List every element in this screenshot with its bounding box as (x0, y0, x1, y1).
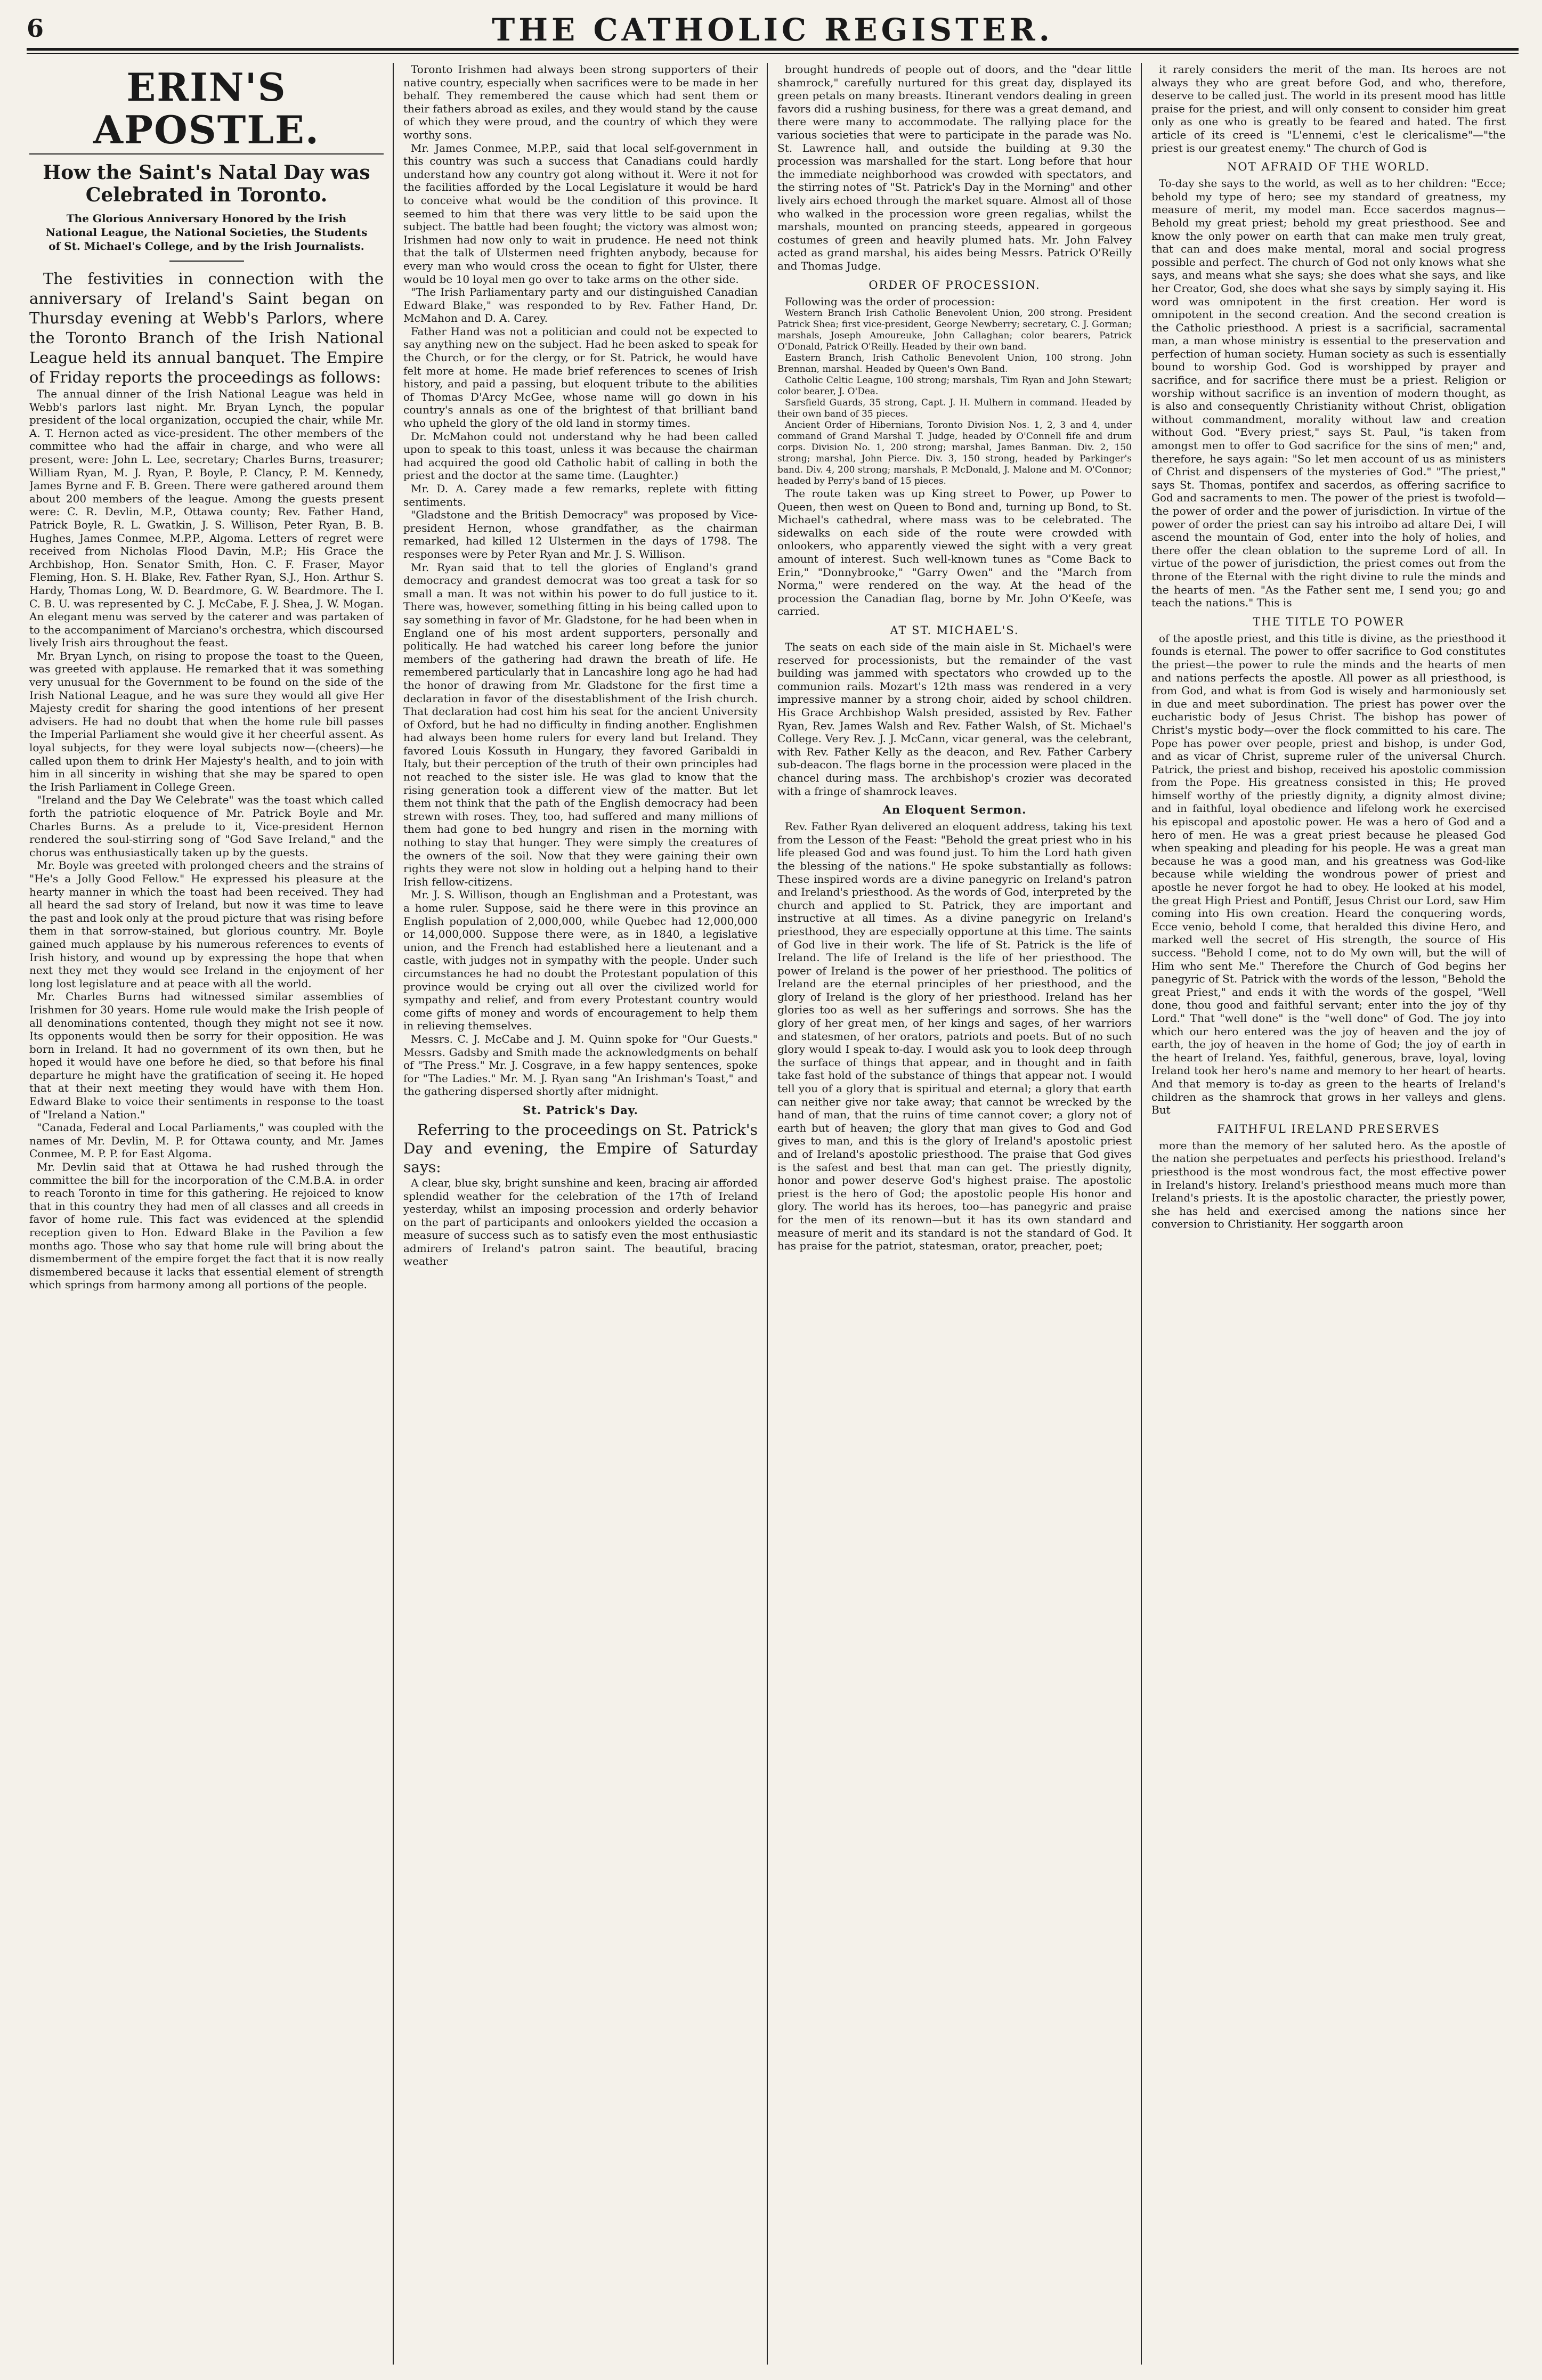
procession-item: Eastern Branch, Irish Catholic Benevolent Union, 100 strong. John Brennan, marshal. Headed by Queen's Own Band. (777, 353, 1132, 375)
paragraph: The route taken was up King street to Power, up Power to Queen, then west on Queen to Bond and, turning up Bond, to St. Michael's cathedral, where mass was to be celebrated. The sidewalks on each side of the route were crowded with onlookers, who apparently viewed the sight with a very great amount of interest. Such well-known tunes as "Come Back to Erin," "Donnybrooke," "Garry Owen" and the "March from Norma," were rendered on the way. At the head of the procession the Canadian flag, borne by Mr. John O'Keefe, was carried. (777, 487, 1132, 618)
newspaper-title: THE CATHOLIC REGISTER. (492, 12, 1053, 48)
deck: How the Saint's Natal Day was Celebrated in Toronto. (43, 161, 370, 206)
procession-item: Catholic Celtic League, 100 strong; marshals, Tim Ryan and John Stewart; color bearer, J. O'Dea. (777, 375, 1132, 397)
headline: ERIN'S APOSTLE. (29, 66, 384, 155)
column-rule (1141, 63, 1142, 2365)
column-rule (393, 63, 394, 2365)
article-body-col2 (403, 63, 758, 1098)
paragraph: "Canada, Federal and Local Parliaments," was coupled with the names of Mr. Devlin, M. P. for Ottawa county, and Mr. James Conmee, M. P. P. for East Algoma. (29, 1121, 384, 1160)
section-heading: NOT AFRAID OF THE WORLD. (1227, 160, 1430, 174)
paragraph: Mr. Ryan said that to tell the glories of England's grand democracy and grandest democrat was too great a task for so small a man. It was not within his power to do full justice to it. There was, however, something fitting in his being called upon to say something in favor of Mr. Gladstone, for he had been when in England one of his most ardent supporters, personally and politically. He had watched his career long before the junior members of the gathering had drawn the breath of life. He remembered particularly that in Lancashire long ago he had had the honor of drawing from Mr. Gladstone for the first time a declaration in favor of the disestablishment of the Irish church. That declaration had cost him his seat for the ancient University of Oxford, but he had no difficulty in finding another. Englishmen had always been home rulers for every land but Ireland. They favored Louis Kossuth in Hungary, they favored Garibaldi in Italy, but their perception of the truth of their own principles had not reached to the sister isle. He was glad to know that the rising generation took a different view of the matter. But let them not think that the path of the English democracy had been strewn with roses. They, too, had suffered and many millions of them had gone to bed hungry and risen in the morning with nothing to stay that hunger. They were simply the creatures of the owners of the soil. Now that they were gaining their own rights they were not slow in holding out a helping hand to their Irish fellow-citizens. (403, 561, 758, 888)
paragraph: it rarely considers the merit of the man. Its heroes are not always they who are great before God, and who, therefore, deserve to be called just. The world in its present mood has little praise for the priest, and will only consent to consider him great only as one who is greatly to be feared and hated. The first article of its creed is "L'ennemi, c'est le clericalisme"—"the priest is our greatest enemy." The church of God is (1151, 63, 1506, 155)
procession-item: Western Branch Irish Catholic Benevolent Union, 200 strong. President Patrick Shea; first vice-president, George Newberry; secretary, C. J. Gorman; marshals, Joseph Amoureuke, John Callaghan; color bearers, Patrick O'Donald, Patrick O'Reilly. Headed by their own band. (777, 308, 1132, 353)
paragraph: To-day she says to the world, as well as to her children: "Ecce; behold my type of hero; see my standard of greatness, my measure of merit, my model man. Ecce sacerdos magnus—Behold my great priest; behold my great priesthood. See and know the only power on earth that can make men truly great, that can and does make mental, moral and social progress possible and perfect. The church of God not only knows what she says, and means what she says; she does what she says, and like her Creator, God, she does what she says by simply saying it. His word was omnipotent in the first creation. Her word is omnipotent in the second creation. And the second creation is the Catholic priesthood. A priest is a sacrificial, sacramental man, a man whose ministry is essential to the preservation and perfection of human society. Human society as such is essentially bound to worship God. God is worshipped by prayer and sacrifice, and for sacrifice there must be a priest. Religion or worship without sacrifice is an invention of modern thought, as is also and consequently Christianity without Christ, obligation without commandment, morality without law and creation without God. "Every priest," says St. Paul, "is taken from amongst men to offer to God sacrifice for the sins of men;" and, therefore, he says again: "So let men account of us as ministers of Christ and dispensers of the mysteries of God." "The priest," says St. Thomas, pontifex and sacerdos, as offering sacrifice to God and sacraments to men. The power of the priest is twofold—the power of order and the power of jurisdiction. In virtue of the power of order the priest can say his introibo ad altare Dei, I will ascend the mountain of God, enter into the holy of holies, and there offer the clean oblation to the supreme Lord of all. In virtue of the power of jurisdiction, the priest comes out from the throne of the Eternal with the right divine to rule the minds and the hearts of men. "As the Father sent me, I send you; go and teach the nations." This is (1151, 177, 1506, 610)
article-body-col3 (777, 63, 1132, 1253)
paragraph: Messrs. C. J. McCabe and J. M. Quinn spoke for "Our Guests." Messrs. Gadsby and Smith made the acknowledgments on behalf of "The Press." Mr. J. Cosgrave, in a few happy sentences, spoke for "The Ladies." Mr. M. J. Ryan sang "An Irishman's Toast," and the gathering dispersed shortly after midnight. (403, 1032, 758, 1098)
paragraph: The seats on each side of the main aisle in St. Michael's were reserved for processionists, but the remainder of the vast building was jammed with spectators who crowded up to the communion rails. Mozart's 12th mass was rendered in a very impressive manner by a strong choir, aided by school children. His Grace Archbishop Walsh presided, assisted by Rev. Father Ryan, Rev. James Walsh and Rev. Father Walsh, of St. Michael's College. Very Rev. J. J. McCann, vicar general, was the celebrant, with Rev. Father Kelly as the deacon, and Rev. Father Carbery sub-deacon. The flags borne in the procession were placed in the chancel during mass. The archbishop's crozier was decorated with a fringe of shamrock leaves. (777, 640, 1132, 798)
column-rule (767, 63, 768, 2365)
paragraph: Mr. Bryan Lynch, on rising to propose the toast to the Queen, was greeted with applause. He remarked that it was something very unusual for the Government to be found on the side of the Irish National League, and he was sure they would all give Her Majesty credit for sharing the good intentions of her present advisers. He had no doubt that when the home rule bill passes the Imperial Parliament she would give it her cheerful assent. As loyal subjects, for they were loyal subjects now—(cheers)—he called upon them to drink Her Majesty's health, and to join with him in all sincerity in wishing that she may be spared to open the Irish Parliament in College Green. (29, 649, 384, 793)
section-heading: St. Patrick's Day. (523, 1103, 638, 1117)
masthead-rule (27, 48, 1519, 51)
section-lead: Referring to the proceedings on St. Patrick's Day and evening, the Empire of Saturday says: (403, 1120, 758, 1176)
column-1 (29, 63, 384, 2365)
section-heading: AT ST. MICHAEL'S. (890, 624, 1019, 637)
section-heading: THE TITLE TO POWER (1253, 615, 1405, 628)
procession-item: Ancient Order of Hibernians, Toronto Division Nos. 1, 2, 3 and 4, under command of Grand Marshal T. Judge, headed by O'Connell fife and drum corps. Division No. 1, 200 strong; marshal, James Banman. Div. 2, 150 strong; marshal, John Pierce. Div. 3, 150 strong, headed by Parkinger's band. Div. 4, 200 strong; marshals, P. McDonald, J. Malone and M. O'Connor; headed by Perry's band of 15 pieces. (777, 420, 1132, 487)
article-body-col1 (29, 387, 384, 1291)
article-body-col2b (403, 1176, 758, 1268)
article-body-col4 (1151, 63, 1506, 1231)
subdeck: The Glorious Anniversary Honored by the Irish National League, the National Societies, the Students of St. Michael's College, and by the Irish Journalists. (45, 212, 368, 253)
paragraph: Following was the order of procession: (785, 295, 995, 308)
paragraph: Father Hand was not a politician and could not be expected to say anything new on the subject. Had he been asked to speak for the Church, or for the clergy, or for St. Patrick, he would have felt more at home. He made brief references to scenes of Irish history, and paid a passing, but eloquent tribute to the abilities of Thomas D'Arcy McGee, whose name will go down in his country's annals as one of the brightest of that brilliant band who upheld the glory of the old land in stormy times. (403, 324, 758, 430)
paragraph: Mr. J. S. Willison, though an Englishman and a Protestant, was a home ruler. Suppose, said he there were in this province an English population of 2,000,000, while Quebec had 12,000,000 or 14,000,000. Suppose there were, as in 1840, a legislative union, and the French had established here a lieutenant and a castle, with judges not in sympathy with the people. Under such circumstances he had no doubt the Protestant population of this province would be crying out all over the civilized world for sympathy and relief, and from every Protestant country would come gifts of money and words of encouragement to help them in relieving themselves. (403, 888, 758, 1033)
paragraph: "The Irish Parliamentary party and our distinguished Canadian Edward Blake," was responded to by Rev. Father Hand, Dr. McMahon and D. A. Carey. (403, 286, 758, 325)
paragraph: Rev. Father Ryan delivered an eloquent address, taking his text from the Lesson of the Feast: "Behold the great priest who in his life pleased God and was found just. To him the Lord hath given the blessing of the nations." He spoke substantially as follows: These inspired words are a divine panegyric on Ireland's patron and Ireland's priesthood. As the words of God, interpreted by the church and applied to St. Patrick, they are important and instructive at all times. As a divine panegyric on Ireland's priesthood, they are especially opportune at this time. The saints of God live in their work. The life of St. Patrick is the life of Ireland. The life of Ireland is the life of her priesthood. The power of Ireland is the power of her priesthood. The politics of Ireland are the eternal principles of her priesthood, and the glory of Ireland is the glory of her priesthood. Ireland has her glories too as well as her sufferings and sorrows. She has the glory of her great men, of her kings and sages, of her warriors and statesmen, of her orators, patriots and poets. But of no such glory would I speak to-day. I would ask you to look deep through the surface of things that appear, and in thought and in faith take fast hold of the substance of things that appear not. I would tell you of a glory that is spiritual and eternal; a glory that earth can neither give nor take away; that cannot be wrecked by the hand of man, that the ruins of time cannot cover; a glory not of earth but of heaven; the glory that man gives to God and God gives to man, and this is the glory of Ireland's apostolic priest and of Ireland's apostolic priesthood. The praise that God gives is the safest and best that man can get. The priestly dignity, honor and power deserve God's highest praise. The apostolic priest is the hero of God; the apostolic people His honor and glory. The world has its heroes, too—has panegyric and praise for the men of its renown—but it has its own standard and measure of merit and its standard is not the standard of God. It has praise for the patriot, statesman, orator, preacher, poet; (777, 820, 1132, 1253)
paragraph: The annual dinner of the Irish National League was held in Webb's parlors last night. Mr. Bryan Lynch, the popular president of the local organization, occupied the chair, while Mr. A. T. Hernon acted as vice-president. The other members of the committee who had the affair in charge, and who were all present, were: John L. Lee, secretary; Charles Burns, treasurer; William Ryan, M. J. Ryan, P. Boyle, P. Clancy, P. M. Kennedy, James Byrne and F. B. Green. There were gathered around them about 200 members of the league. Among the guests present were: C. R. Devlin, M.P., Ottawa county; Rev. Father Hand, Patrick Boyle, R. L. Gwatkin, J. S. Willison, Peter Ryan, B. B. Hughes, James Conmee, M.P.P., Algoma. Letters of regret were received from Nicholas Flood Davin, M.P.; His Grace the Archbishop, Hon. Senator Smith, Hon. C. F. Fraser, Mayor Fleming, Hon. S. H. Blake, Rev. Father Ryan, S.J., Hon. Arthur S. Hardy, Thomas Long, W. D. Beardmore, G. W. Beardmore. The I. C. B. U. was represented by C. J. McCabe, F. J. Shea, J. W. Mogan. An elegant menu was served by the caterer and was partaken of to the accompaniment of Marciano's orchestra, which discoursed lively Irish airs throughout the feast. (29, 387, 384, 649)
masthead (27, 12, 1519, 48)
paragraph: Mr. D. A. Carey made a few remarks, replete with fitting sentiments. (403, 482, 758, 508)
column-2 (403, 63, 758, 2365)
masthead-rule-thin (27, 53, 1519, 54)
paragraph: Dr. McMahon could not understand why he had been called upon to speak to this toast, unless it was because the chairman had acquired the good old Catholic habit of calling in both the priest and the doctor at the same time. (Laughter.) (403, 429, 758, 482)
section-heading: An Eloquent Sermon. (882, 803, 1027, 817)
paragraph: Mr. Charles Burns had witnessed similar assemblies of Irishmen for 30 years. Home rule would make the Irish people of all denominations contented, though they might not see it now. Its opponents would then be sorry for their opposition. He was born in Ireland. It had no government of its own then, but he hoped it would have one before he died, so that before his final departure he might have the gratification of seeing it. He hoped that at their next meeting they would have with them Hon. Edward Blake to voice their sentiments in response to the toast of "Ireland a Nation." (29, 990, 384, 1121)
column-4 (1151, 63, 1506, 2365)
section-heading: FAITHFUL IRELAND PRESERVES (1217, 1122, 1440, 1135)
column-3 (777, 63, 1132, 2365)
procession-item: Sarsfield Guards, 35 strong, Capt. J. H. Mulhern in command. Headed by their own band of 35 pieces. (777, 397, 1132, 420)
paragraph: "Gladstone and the British Democracy" was proposed by Vice-president Hernon, whose grandfather, as the chairman remarked, had killed 12 Ulstermen in the days of 1798. The responses were by Peter Ryan and Mr. J. S. Willison. (403, 508, 758, 561)
page-number: 6 (27, 14, 44, 43)
paragraph: Mr. James Conmee, M.P.P., said that local self-government in this country was such a success that Canadians could hardly understand how any country got along without it. Were it not for the facilities afforded by the Local Legislature it would be hard to conceive what would be the condition of this province. It seemed to him that there was very little to be said upon the subject. The battle had been fought; the victory was almost won; Irishmen had now only to wait in prudence. He need not think that the talk of Ulstermen need frighten anybody, because for every man who would cross the ocean to fight for Ulster, there would be 10 loyal men go over to take arms on the other side. (403, 141, 758, 286)
paragraph: brought hundreds of people out of doors, and the "dear little shamrock," carefully nurtured for this great day, displayed its green petals on many breasts. Itinerant vendors dealing in green favors did a rushing business, for there was a great demand, and there were many to accommodate. The rallying place for the various societies that were to participate in the parade was No. St. Lawrence hall, and outside the building at 9.30 the procession was marshalled for the start. Long before that hour the immediate neighborhood was crowded with spectators, and the stirring notes of "St. Patrick's Day in the Morning" and other lively airs echoed through the market square. Almost all of those who walked in the procession wore green regalias, whilst the marshals, mounted on prancing steeds, appeared in gorgeous costumes of green and heavily plumed hats. Mr. John Falvey acted as grand marshal, his aides being Messrs. Patrick O'Reilly and Thomas Judge. (777, 63, 1132, 272)
paragraph: Toronto Irishmen had always been strong supporters of their native country, especially when sacrifices were to be made in her behalf. They remembered the cause which had sent them or their fathers abroad as exiles, and they would stand by the cause of which they were proud, and the country of which they were worthy sons. (403, 63, 758, 141)
paragraph: A clear, blue sky, bright sunshine and keen, bracing air afforded splendid weather for the celebration of the 17th of Ireland yesterday, whilst an imposing procession and orderly behavior on the part of participants and onlookers yielded the occasion a measure of success such as to satisfy even the most enthusiastic admirers of Ireland's patron saint. The beautiful, bracing weather (403, 1176, 758, 1268)
paragraph: more than the memory of her saluted hero. As the apostle of the nation she perpetuates and perfects his priesthood. Ireland's priesthood is the most wondrous fact, the most effective power in Ireland's history. Ireland's priesthood means much more than Ireland's priests. It is the apostolic character, the priestly power, she has held and exercised among the nations since her conversion to Christianity. Her soggarth aroon (1151, 1139, 1506, 1231)
paragraph: Mr. Devlin said that at Ottawa he had rushed through the committee the bill for the incorporation of the C.M.B.A. in order to reach Toronto in time for this gathering. He rejoiced to know that in this country they had men of all classes and all creeds in favor of home rule. This fact was evidenced at the splendid reception given to Hon. Edward Blake in the Pavilion a few months ago. Those who say that home rule will bring about the dismemberment of the empire forget the fact that it is now really dismembered because it lacks that essential element of strength which springs from harmony among all portions of the people. (29, 1160, 384, 1291)
paragraph: of the apostle priest, and this title is divine, as the priesthood it founds is eternal. The power to offer sacrifice to God constitutes the priest—the power to rule the minds and the hearts of men and nations perfects the apostle. All power as all priesthood, is from God, and what is from God is wisely and harmoniously set in due and meet subordination. The priest has power over the eucharistic body of Jesus Christ. The bishop has power of Christ's mystic body—over the flock committed to his care. The Pope has power over people, priest and bishop, is under God, and as vicar of Christ, supreme ruler of the universal Church. Patrick, the priest and bishop, received his apostolic commission from the Pope. His greatness consisted in this; He proved himself worthy of the priestly dignity, a dignity almost divine; and in faithful, loyal obedience and lifelong work he exercised his episcopal and apostolic power. He was a hero of God and a hero of men. He was a great priest because he pleased God when speaking and pleading for his people. He was a great man because he was a good man, and his greatness was God-like because while wielding the wondrous power of priest and apostle he never forgot he had to obey. He looked at his model, the great High Priest and Pontiff, Jesus Christ our Lord, saw Him coming into His own creation. Heard the conquering words, Ecce venio, behold I come, that heralded this divine Hero, and marked well the secret of His strength, the source of His success. "Behold I come, not to do My own will, but the will of Him who sent Me." Therefore the Church of God begins her panegyric of St. Patrick with the words of the lesson, "Behold the great Priest," and ends it with the words of the gospel, "Well done, thou good and faithful servant; enter into the joy of thy Lord." That "well done" is the "well done" of God. The joy into which our hero entered was the joy of heaven and the joy of earth, the joy of heaven in the home of God; the joy of earth in the heart of Ireland. Yes, faithful, generous, brave, loyal, loving Ireland took her hero's name and memory to her heart of hearts. And that memory is to-day as green to the hearts of Ireland's children as the shamrock that grows in her valleys and glens. But (1151, 631, 1506, 1117)
section-heading: ORDER OF PROCESSION. (869, 278, 1041, 291)
divider (169, 261, 244, 262)
paragraph: Mr. Boyle was greeted with prolonged cheers and the strains of "He's a Jolly Good Fellow." He expressed his pleasure at the hearty manner in which the toast had been received. They had all heard the sad story of Ireland, but now it was time to leave the past and look only at the proud picture that was rising before them in that sorrow-stained, but glorious country. Mr. Boyle gained much applause by his numerous references to events of Irish history, and wound up by expressing the hope that when next they met they would see Ireland in the enjoyment of her long lost legislature and at peace with all the world. (29, 859, 384, 990)
intro-paragraph: The festivities in connection with the anniversary of Ireland's Saint began on Thursday evening at Webb's Parlors, where the Toronto Branch of the Irish National League held its annual banquet. The Empire of Friday reports the proceedings as follows: (29, 270, 384, 386)
paragraph: "Ireland and the Day We Celebrate" was the toast which called forth the patriotic eloquence of Mr. Patrick Boyle and Mr. Charles Burns. As a prelude to it, Vice-president Hernon rendered the soul-stirring song of "God Save Ireland," and the chorus was enthusiastically taken up by the guests. (29, 793, 384, 859)
